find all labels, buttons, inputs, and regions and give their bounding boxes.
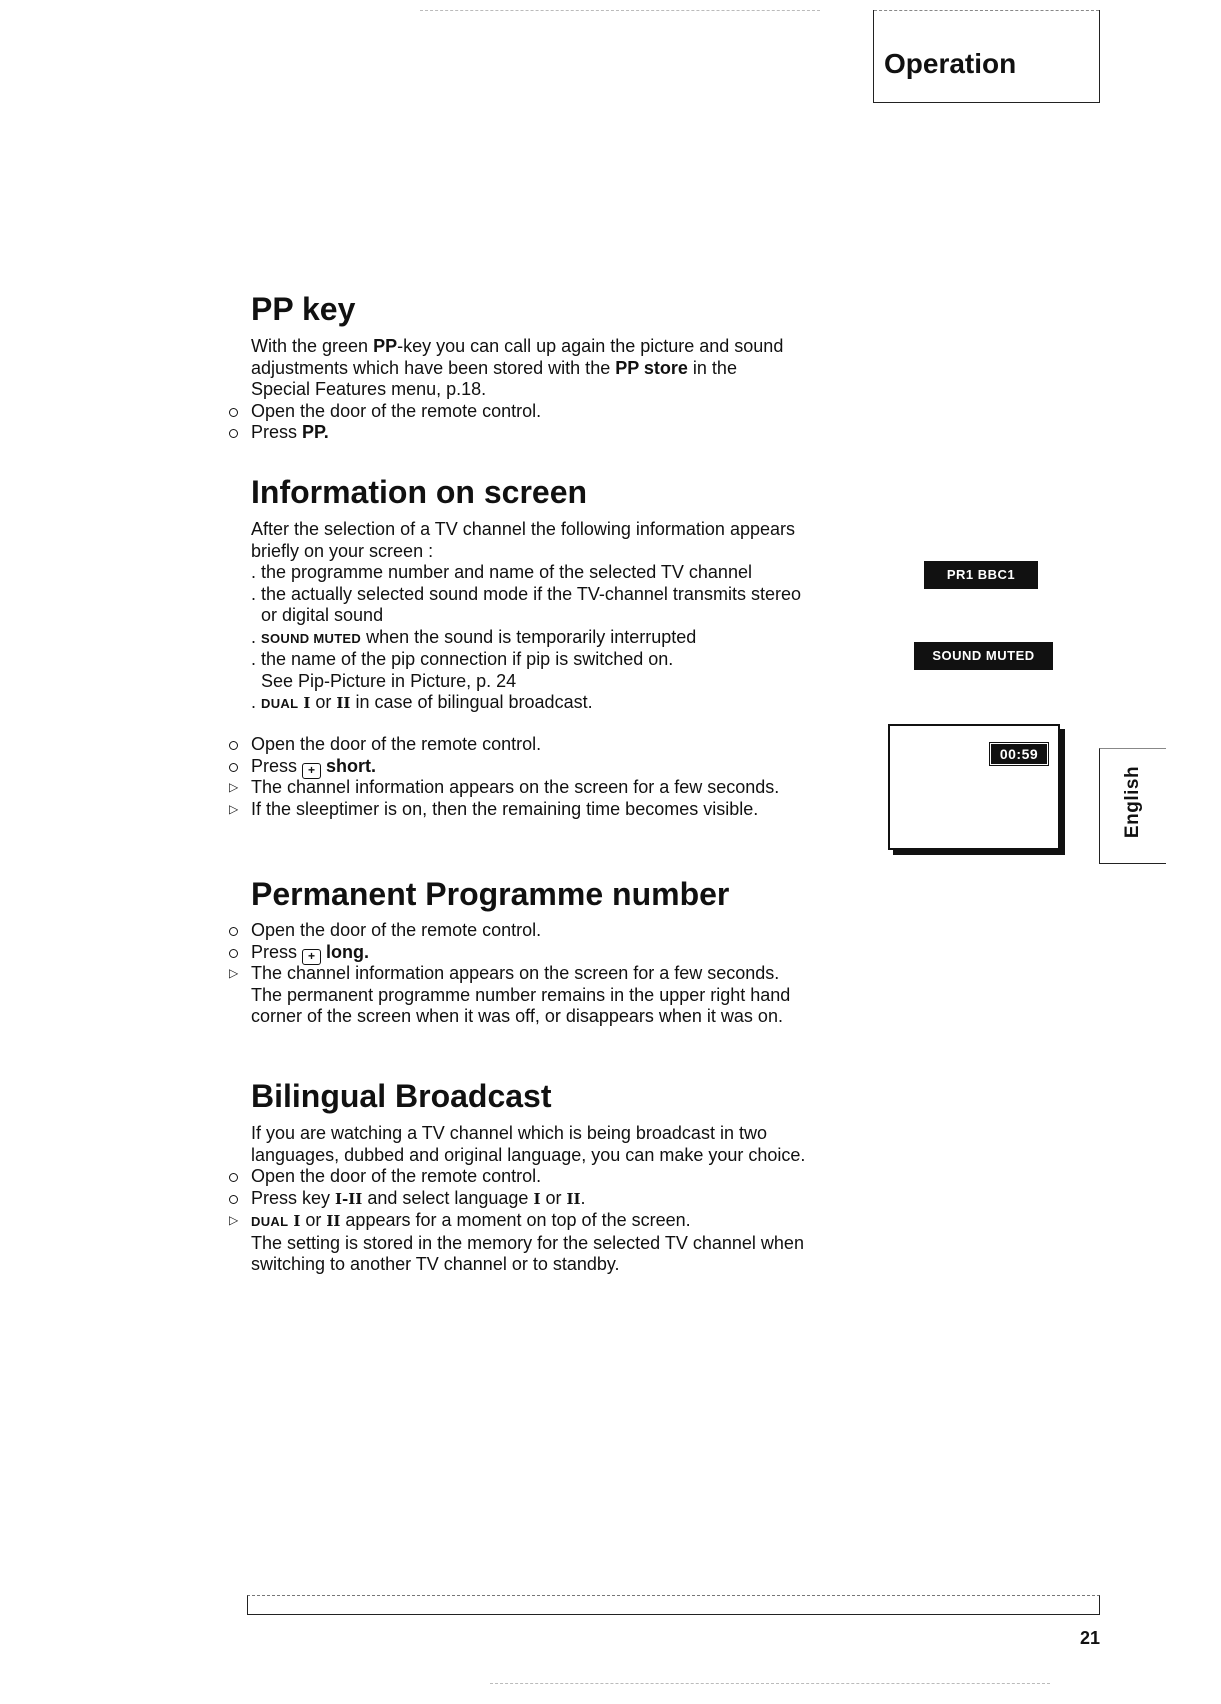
list-item: ▷ The channel information appears on the screen for a few seconds. (229, 963, 780, 983)
section-title-bilingual: Bilingual Broadcast (251, 1078, 552, 1114)
list-item: . SOUND MUTED when the sound is temporarily interrupted (251, 626, 697, 647)
triangle-result-icon: ▷ (229, 966, 239, 980)
triangle-result-icon: ▷ (229, 1213, 239, 1227)
circle-bullet-icon (229, 1166, 245, 1189)
info-screen-steps (229, 734, 861, 820)
circle-bullet-icon (229, 401, 245, 424)
list-item: Press + long. (251, 942, 861, 964)
triangle-result-icon: ▷ (229, 801, 239, 816)
list-item: Open the door of the remote control. (251, 401, 851, 423)
list-item: Press PP. (251, 422, 851, 444)
list-item: Open the door of the remote control. (251, 920, 861, 942)
circle-bullet-icon (229, 920, 245, 943)
permanent-body: Open the door of the remote control. Press + long. ▷ The channel information appears on the screen for a few seconds. The permanent programme number remains in the upper right hand corner of the screen when it was off, or disappears when it was on. (251, 920, 861, 1028)
section-title-info-screen: Information on screen (251, 474, 588, 510)
list-item: ▷ DUAL I or II appears for a moment on top of the screen. (229, 1210, 691, 1230)
list-item: ▷ If the sleeptimer is on, then the remaining time becomes visible. (229, 798, 759, 819)
circle-bullet-icon (229, 422, 245, 445)
section-title-pp-key: PP key (251, 291, 356, 327)
pp-key-body: With the green PP-key you can call up again the picture and sound adjustments which have been stored with the PP store in the Special Features menu, p.18. Open the door of the remote control. Press PP. (251, 336, 851, 444)
tv-screen-illustration (888, 724, 1060, 850)
circle-bullet-icon (229, 942, 245, 965)
language-tab-label: English (1122, 765, 1143, 839)
triangle-result-icon: ▷ (229, 780, 239, 794)
list-item: . the programme number and name of the selected TV channel (251, 562, 752, 582)
screen-info-key-icon: + (302, 763, 321, 779)
screen-info-key-icon: + (302, 949, 321, 965)
bilingual-body: If you are watching a TV channel which is being broadcast in two languages, dubbed and original language, you can make your choice. Open the door of the remote control. Press key I-II and select language I or II. ▷ DUAL I or II appears for a moment on top of the screen. The setting is stored in the memory for the selected TV channel when switching to another TV channel or to standby. (251, 1123, 861, 1276)
circle-bullet-icon (229, 1188, 245, 1211)
list-item: . the name of the pip connection if pip is switched on. (251, 649, 674, 669)
list-item: Open the door of the remote control. (251, 734, 861, 756)
sleeptimer-label: 00:59 (990, 743, 1048, 765)
list-item: . the actually selected sound mode if the TV-channel transmits stereo (251, 583, 801, 604)
section-title-permanent: Permanent Programme number (251, 876, 730, 912)
footer-box (247, 1595, 1100, 1615)
list-item: Press + short. (251, 756, 861, 778)
scan-dash-bottom (490, 1683, 1050, 1684)
circle-bullet-icon (229, 756, 245, 779)
circle-bullet-icon (229, 734, 245, 757)
sound-muted-label-screen: SOUND MUTED (914, 642, 1053, 670)
list-item: . DUAL I or II in case of bilingual broadcast. (251, 692, 593, 712)
list-item: Press key I-II and select language I or II. (251, 1188, 861, 1211)
info-screen-body: After the selection of a TV channel the following information appears briefly on your screen : . the programme number and name of the selected TV channel . the actually selected sound mode if the TV-channel transmits stereo or digital sound . SOUND MUTED when the sound is temporarily interrupted . the name of the pip connection if pip is switched on. See Pip-Picture in Picture, p. 24 . DUAL I or II in case of bilingual broadcast. (251, 519, 861, 715)
language-key-label: I-II (335, 1189, 363, 1208)
list-item: ▷ The channel information appears on the screen for a few seconds. (229, 777, 780, 797)
page-number: 21 (1079, 1628, 1100, 1648)
header-box (873, 10, 1100, 103)
channel-label-screen: PR1 BBC1 (924, 561, 1038, 589)
page-title: Operation (884, 48, 1017, 79)
scan-dash-top (420, 10, 820, 11)
language-side-tab (1099, 748, 1166, 864)
list-item: Open the door of the remote control. (251, 1166, 861, 1188)
